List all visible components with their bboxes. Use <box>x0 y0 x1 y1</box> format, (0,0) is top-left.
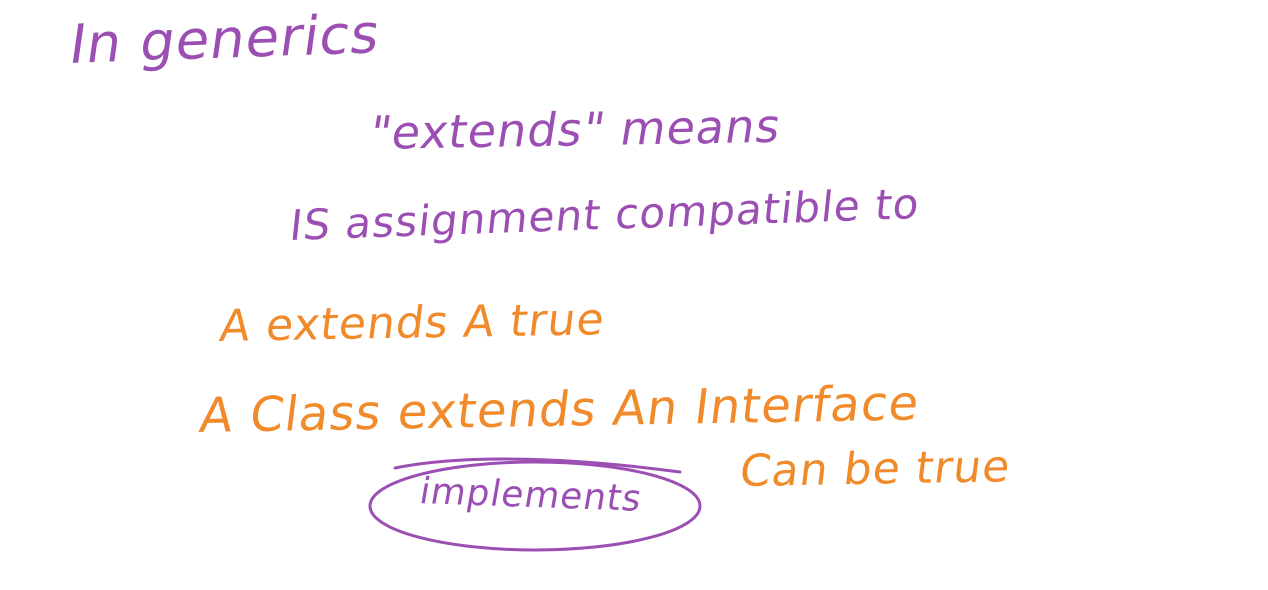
line-can-be-true: Can be true <box>736 441 1014 497</box>
line-assignment-compatible: IS assignment compatible to <box>287 179 923 250</box>
word-implements: implements <box>416 471 646 520</box>
line-a-extends-a-true: A extends A true <box>216 294 608 352</box>
line-in-generics: In generics <box>65 2 385 76</box>
extends-strike <box>395 459 680 472</box>
line-extends-means: "extends" means <box>365 98 786 160</box>
line-class-extends-interface: A Class extends An Interface <box>196 375 923 444</box>
